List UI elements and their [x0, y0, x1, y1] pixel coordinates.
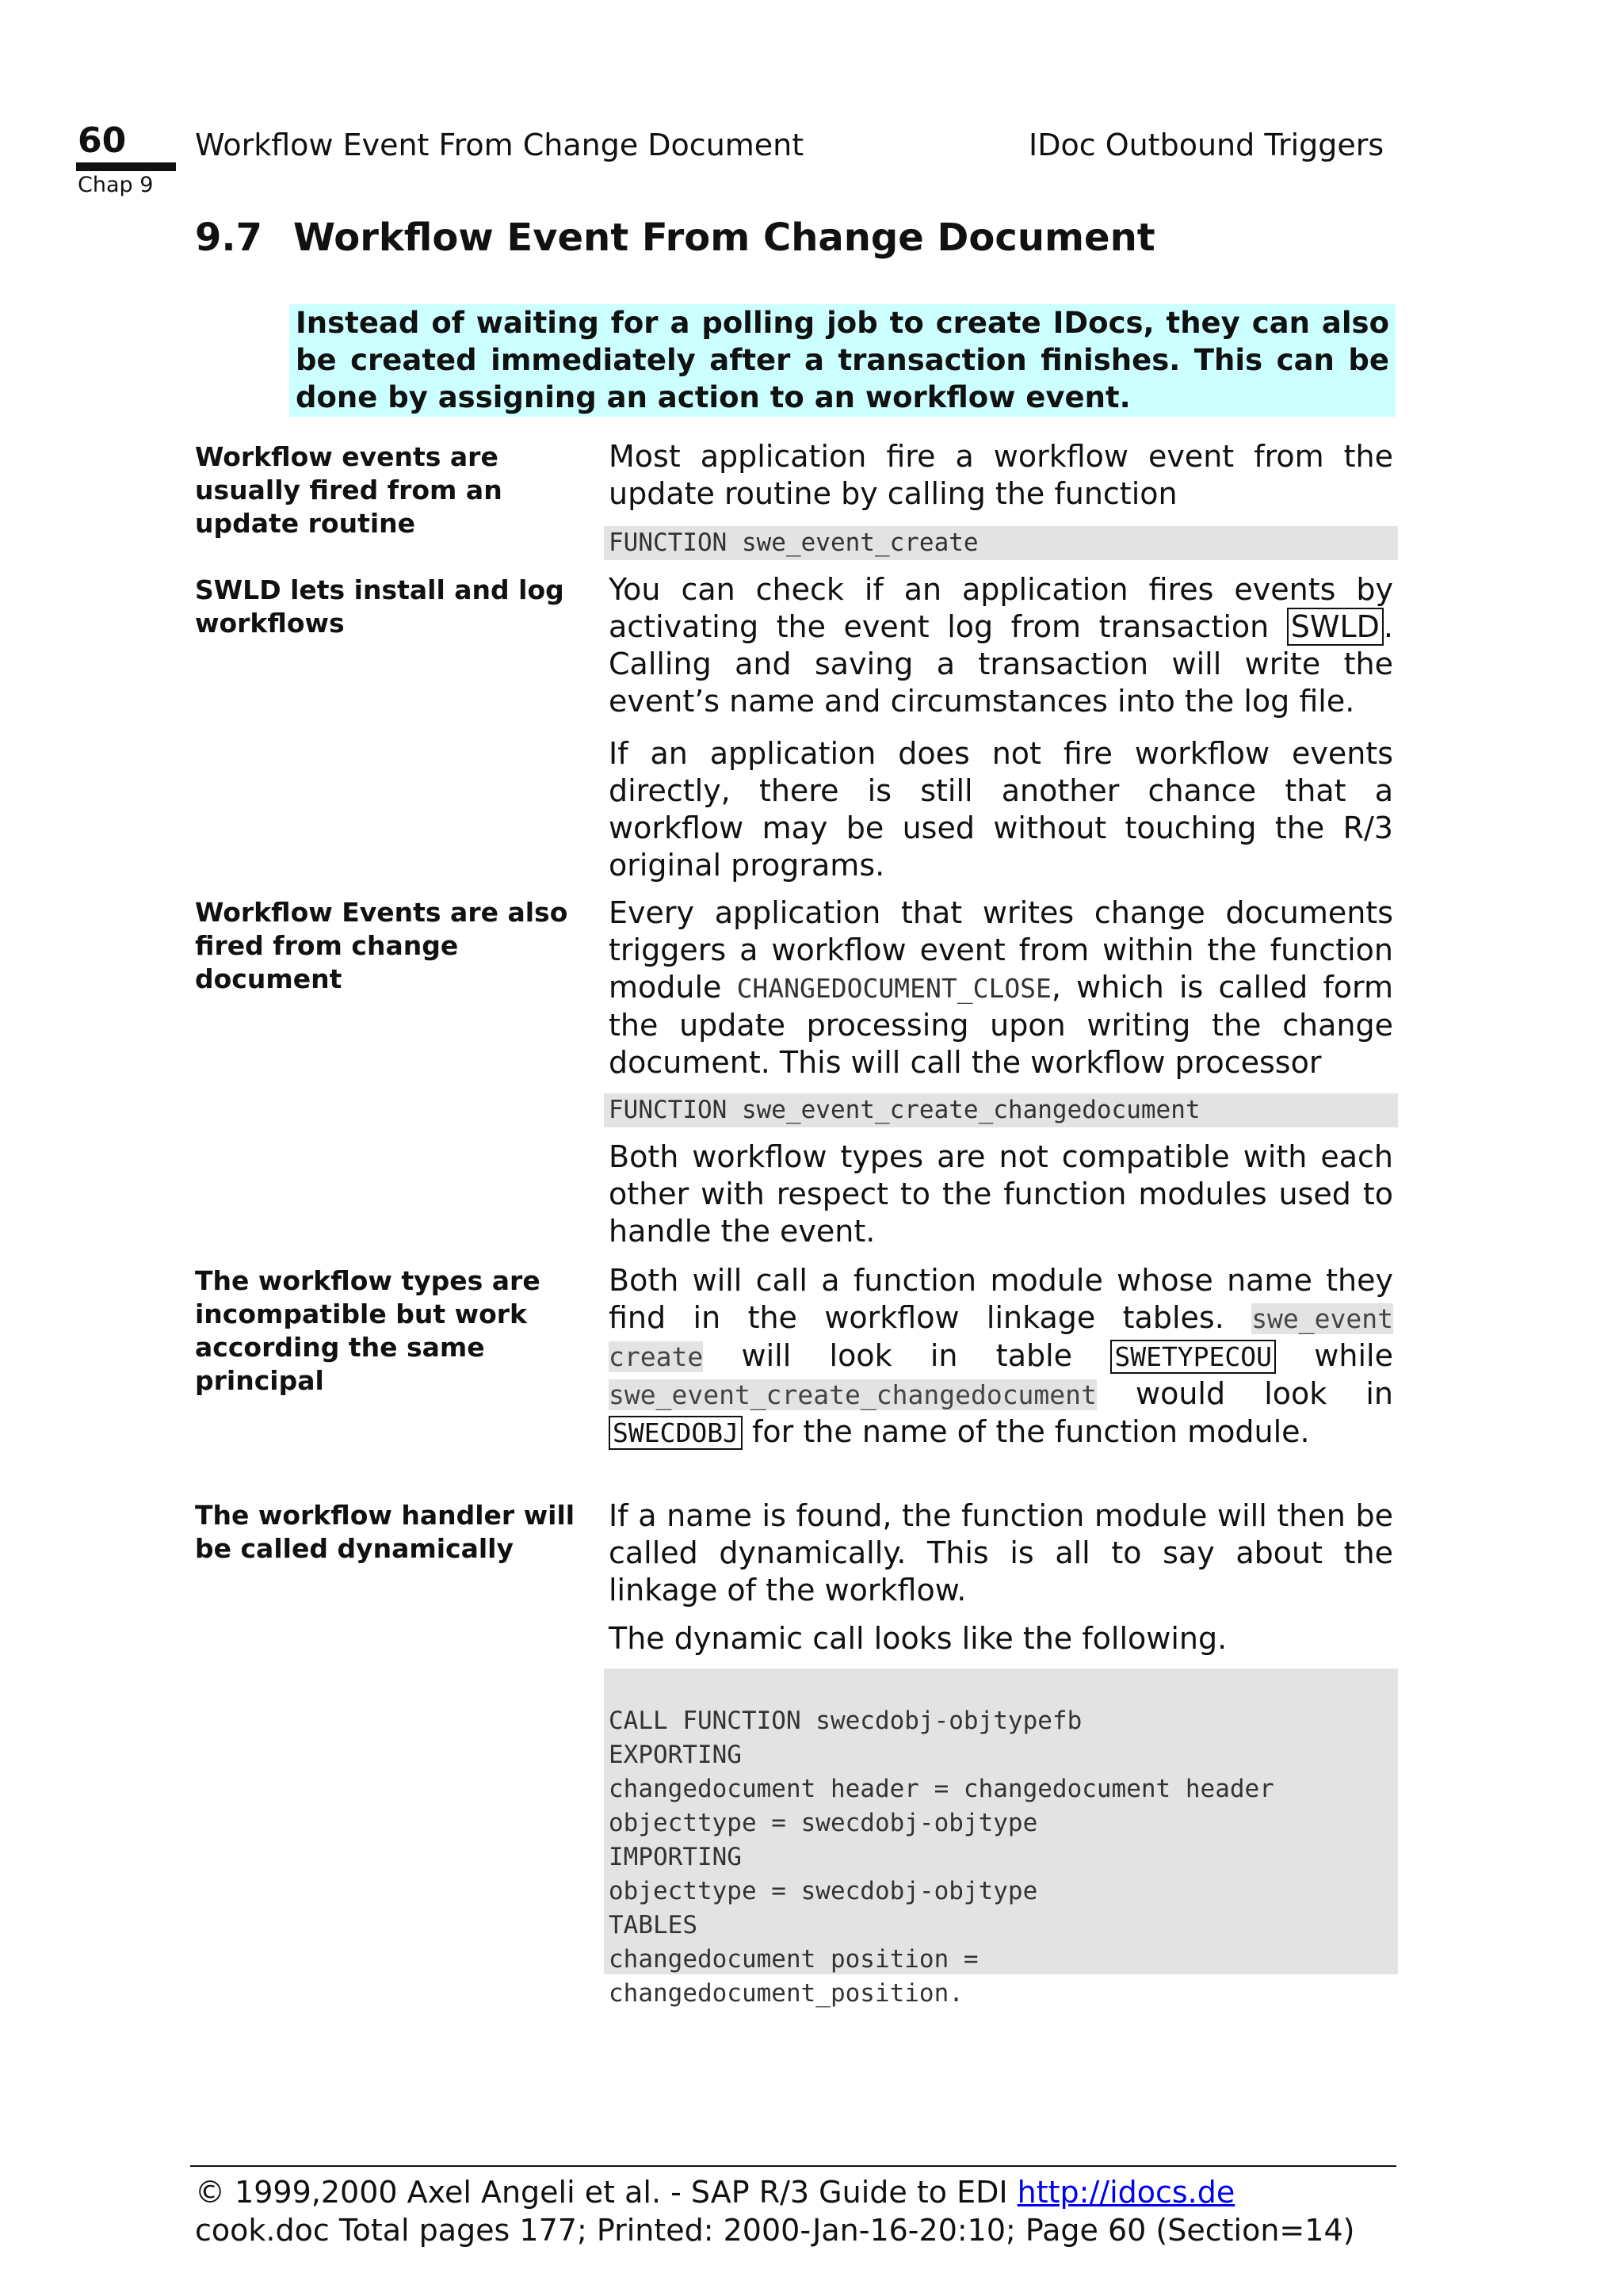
paragraph-text: , which is called form the update processing upon writing the change document. This will call the workflow processor: [609, 970, 1393, 1080]
paragraph-text: would look in: [1136, 1376, 1393, 1411]
paragraph-text: . Calling and saving a transaction will write the event’s name and circumstances into the log file.: [609, 609, 1393, 719]
body-paragraph: [609, 1262, 1393, 1451]
running-header-left: Workflow Event From Change Document: [195, 128, 804, 162]
code-line: changedocument_position.: [609, 1979, 964, 2008]
margin-note: The workflow handler will be called dynamically: [195, 1500, 575, 1564]
code-line: TABLES: [609, 1911, 697, 1939]
section-title: Workflow Event From Change Document: [293, 215, 1155, 260]
code-line: CALL FUNCTION swecdobj-objtypefb: [609, 1707, 1083, 1735]
paragraph-text: while: [1314, 1338, 1393, 1373]
code-line: changedocument header = changedocument header: [609, 1775, 1274, 1803]
margin-note: Workflow events are usually fired from an update routine: [195, 441, 502, 539]
code-line: EXPORTING: [609, 1741, 742, 1769]
summary-box: Instead of waiting for a polling job to create IDocs, they can also be created immediately after a transaction finishes. This can be done by assigning an action to an workflow event.: [289, 304, 1396, 417]
paragraph-text: Every application that writes change documents triggers a workflow event from within the function module: [609, 895, 1393, 1005]
code-line: objecttype = swecdobj-objtype: [609, 1809, 1038, 1837]
paragraph-text: for the name of the function module.: [752, 1414, 1310, 1449]
function-name: swe_event_create_changedocument: [609, 1379, 1097, 1410]
code-block: FUNCTION swe_event_create_changedocument: [604, 1093, 1398, 1127]
body-paragraph: The dynamic call looks like the following.: [609, 1621, 1228, 1656]
code-block: FUNCTION swe_event_create: [604, 526, 1398, 560]
code-block: [604, 1669, 1398, 2008]
body-paragraph: [609, 571, 1393, 720]
body-paragraph: If a name is found, the function module will then be called dynamically. This is all to say about the linkage of the workflow.: [609, 1498, 1393, 1608]
footer-rule: [190, 2165, 1396, 2167]
footer-print-info: cook.doc Total pages 177; Printed: 2000-Jan-16-20:10; Page 60 (Section=14): [195, 2213, 1355, 2248]
table-name: SWETYPECOU: [1110, 1340, 1276, 1374]
margin-note: The workflow types are incompatible but work according the same principal: [195, 1265, 540, 1396]
margin-note: Workflow Events are also fired from change document: [195, 897, 568, 994]
copyright-text: © 1999,2000 Axel Angeli et al. - SAP R/3 Guide to EDI: [195, 2175, 1008, 2210]
body-paragraph: [609, 894, 1393, 1081]
paragraph-text: You can check if an application fires events by activating the event log from transaction: [609, 572, 1393, 644]
paragraph-text: will look in table: [741, 1338, 1073, 1373]
body-paragraph: If an application does not fire workflow events directly, there is still another chance that a workflow may be used without touching the R/3 original programs.: [609, 736, 1393, 883]
running-header-right: IDoc Outbound Triggers: [1029, 128, 1384, 162]
footer-link[interactable]: http://idocs.de: [1017, 2175, 1235, 2210]
page-number: 60: [78, 120, 127, 161]
body-paragraph: Both workflow types are not compatible with each other with respect to the function modules used to handle the event.: [609, 1139, 1393, 1249]
transaction-code: SWLD: [1287, 608, 1384, 646]
function-name: swe_event create: [609, 1303, 1393, 1372]
footer-copyright: [195, 2175, 1235, 2210]
code-line: objecttype = swecdobj-objtype: [609, 1877, 1038, 1905]
body-paragraph: Most application fire a workflow event from the update routine by calling the function: [609, 439, 1393, 511]
page-number-rule: [76, 162, 176, 171]
paragraph-text: Both will call a function module whose name they find in the workflow linkage tables.: [609, 1263, 1393, 1335]
table-name: SWECDOBJ: [609, 1416, 743, 1450]
chapter-label: Chap 9: [78, 173, 154, 197]
code-line: changedocument position =: [609, 1945, 979, 1974]
margin-note: SWLD lets install and log workflows: [195, 574, 564, 639]
function-module-name: CHANGEDOCUMENT_CLOSE: [736, 973, 1052, 1004]
section-number: 9.7: [195, 215, 263, 260]
code-line: IMPORTING: [609, 1843, 742, 1871]
